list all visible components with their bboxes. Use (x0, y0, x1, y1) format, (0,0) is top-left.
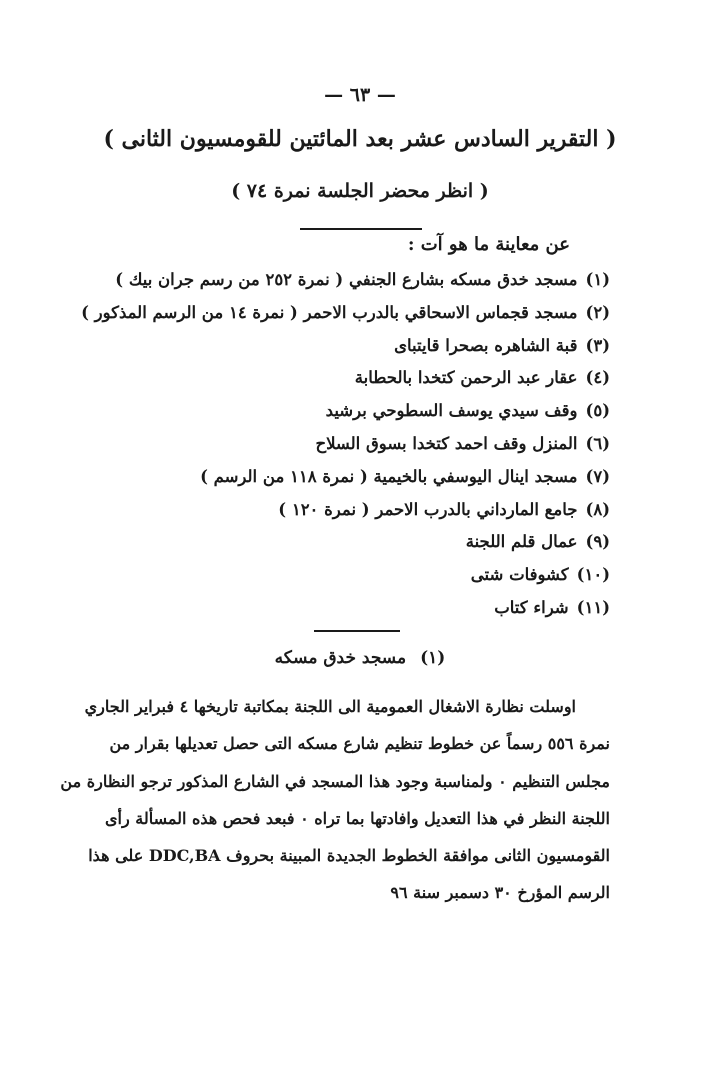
paragraph-line: الرسم المؤرخ ٣٠ دسمبر سنة ٩٦ (390, 883, 610, 903)
list-item (90, 264, 610, 297)
list-item-text: المنزل وقف احمد كتخدا بسوق السلاح (315, 433, 578, 453)
list-item-text: قبة الشاهره بصحرا قايتباى (394, 335, 578, 355)
list-item-number: (٢) (585, 302, 610, 322)
section-heading (0, 648, 720, 668)
list-item-number: (٩) (585, 532, 610, 552)
section-number: (١) (420, 648, 446, 668)
list-item-text: مسجد اينال اليوسفي بالخيمية ( نمرة ١١٨ من الرسم ) (200, 466, 578, 486)
title-divider (300, 228, 422, 230)
paragraph-line: اوسلت نظارة الاشغال العمومية الى اللجنة بمكاتبة تاريخها ٤ فبراير الجاري (84, 697, 576, 716)
list-item-text: مسجد خدق مسكه بشارع الجنفي ( نمرة ٢٥٢ من رسم جران بيك ) (115, 270, 578, 289)
list-item (90, 461, 610, 494)
list-item-text: وقف سيدي يوسف السطوحي برشيد (325, 401, 578, 421)
list-item-text: كشوفات شتى (470, 565, 569, 585)
list-item (90, 559, 610, 592)
section-divider (314, 630, 400, 632)
report-subtitle: ( انظر محضر الجلسة نمرة ٧٤ ) (231, 180, 489, 202)
list-item-number: (٨) (585, 499, 610, 519)
list-item (81, 297, 610, 330)
list-item-number: (٥) (585, 401, 610, 421)
list-item-number: (١) (585, 270, 610, 289)
list-item-number: (١٠) (576, 565, 610, 585)
list-item-number: (٧) (585, 466, 610, 486)
list-item (90, 330, 610, 363)
page-number: — ٦٣ — (324, 84, 396, 106)
list-item-number: (٤) (585, 368, 610, 388)
section-paragraph (60, 688, 610, 912)
list-item-number: (٦) (585, 433, 610, 453)
section-title: مسجد خدق مسكه (274, 648, 407, 668)
list-item-text: عمال قلم اللجنة (465, 532, 578, 552)
list-item (90, 494, 610, 527)
inspection-list (81, 264, 610, 625)
list-item-number: (١١) (576, 597, 610, 617)
intro-text: عن معاينة ما هو آت : (407, 234, 570, 255)
list-item-text: جامع المارداني بالدرب الاحمر ( نمرة ١٢٠ ) (278, 499, 578, 519)
list-item (90, 428, 610, 461)
paragraph-line: اللجنة النظر في هذا التعديل وافادتها بما تراه ٠ فبعد فحص هذه المسألة رأى (104, 808, 610, 828)
list-item (90, 526, 610, 559)
list-item-text: مسجد قجماس الاسحاقي بالدرب الاحمر ( نمرة ١٤ من الرسم المذكور ) (81, 302, 578, 322)
list-item (90, 362, 610, 395)
list-item (90, 395, 610, 428)
paragraph-line: القومسيون الثانى موافقة الخطوط الجديدة المبينة بحروف DDC,BA على هذا (88, 846, 610, 866)
list-item-text: شراء كتاب (494, 597, 569, 617)
paragraph-line: نمرة ٥٥٦ رسماً عن خطوط تنظيم شارع مسكه التى حصل تعديلها بقرار من (109, 734, 610, 754)
list-item-number: (٣) (585, 335, 610, 355)
paragraph-line: مجلس التنظيم ٠ ولمناسبة وجود هذا المسجد في الشارع المذكور ترجو النظارة من (60, 771, 610, 791)
list-item-text: عقار عبد الرحمن كتخدا بالحطابة (354, 368, 578, 388)
report-title: ( التقرير السادس عشر بعد المائتين للقومسيون الثانى ) (103, 126, 617, 152)
list-item (90, 592, 610, 625)
